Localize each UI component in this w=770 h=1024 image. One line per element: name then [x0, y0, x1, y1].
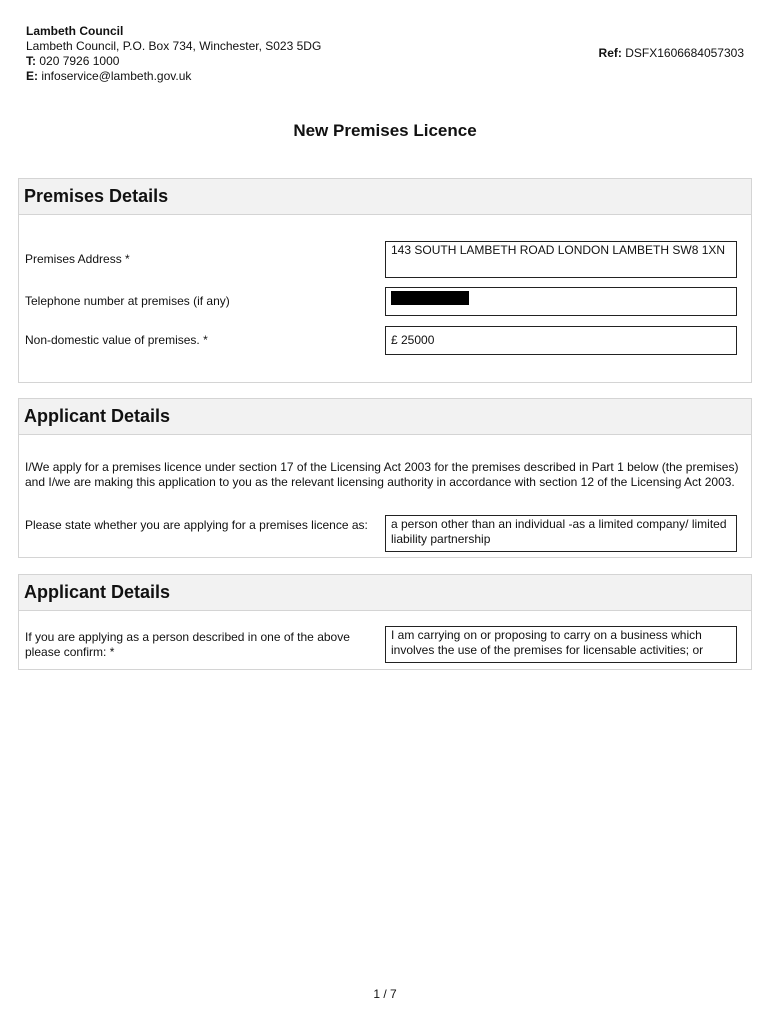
applicant-confirm-label: If you are applying as a person described in one of the above please confirm: * [25, 630, 350, 659]
reference-number: DSFX1606684057303 [625, 46, 744, 60]
premises-phone-label: Telephone number at premises (if any) [25, 294, 230, 308]
redacted-block [391, 291, 469, 305]
applicant-confirm-header [19, 575, 751, 611]
premises-details-section [18, 178, 752, 383]
applicant-details-heading: Applicant Details [24, 406, 171, 426]
council-name: Lambeth Council [26, 24, 124, 38]
premises-phone-field[interactable] [385, 287, 737, 316]
council-header [26, 24, 321, 84]
council-email [26, 69, 321, 84]
applicant-confirm-section [18, 574, 752, 670]
premises-details-heading: Premises Details [24, 186, 169, 206]
email-label: E: [26, 69, 38, 83]
premises-details-header [19, 179, 751, 215]
applicant-details-section [18, 398, 752, 558]
reference-label: Ref: [598, 46, 622, 60]
applicant-confirm-field[interactable]: I am carrying on or proposing to carry on a business which involves the use of the premises for licensable activities; or [385, 626, 737, 663]
applicant-confirm-heading: Applicant Details [24, 582, 171, 602]
applicant-type-field[interactable]: a person other than an individual -as a limited company/ limited liability partnership [385, 515, 737, 552]
page-number: 1 / 7 [373, 987, 397, 1001]
applicant-type-label: Please state whether you are applying for a premises licence as: [25, 518, 368, 532]
applicant-details-header [19, 399, 751, 435]
email-address: infoservice@lambeth.gov.uk [41, 69, 192, 83]
page-title: New Premises Licence [293, 121, 477, 140]
premises-value-field[interactable]: £ 25000 [385, 326, 737, 355]
reference [599, 46, 744, 60]
council-address: Lambeth Council, P.O. Box 734, Winchester, S023 5DG [26, 39, 322, 53]
premises-address-label: Premises Address * [25, 252, 130, 266]
premises-value-label: Non-domestic value of premises. * [25, 333, 208, 347]
phone-number: 020 7926 1000 [39, 54, 120, 68]
phone-label: T: [26, 54, 36, 68]
premises-address-field[interactable]: 143 SOUTH LAMBETH ROAD LONDON LAMBETH SW8 1XN [385, 241, 737, 278]
application-intro-text: I/We apply for a premises licence under section 17 of the Licensing Act 2003 for the premises described in Part 1 below (the premises) and I/we are making this application to you as the relevant licensing authority in accordance with section 12 of the Licensing Act 2003. [25, 460, 739, 489]
council-phone [26, 54, 321, 69]
